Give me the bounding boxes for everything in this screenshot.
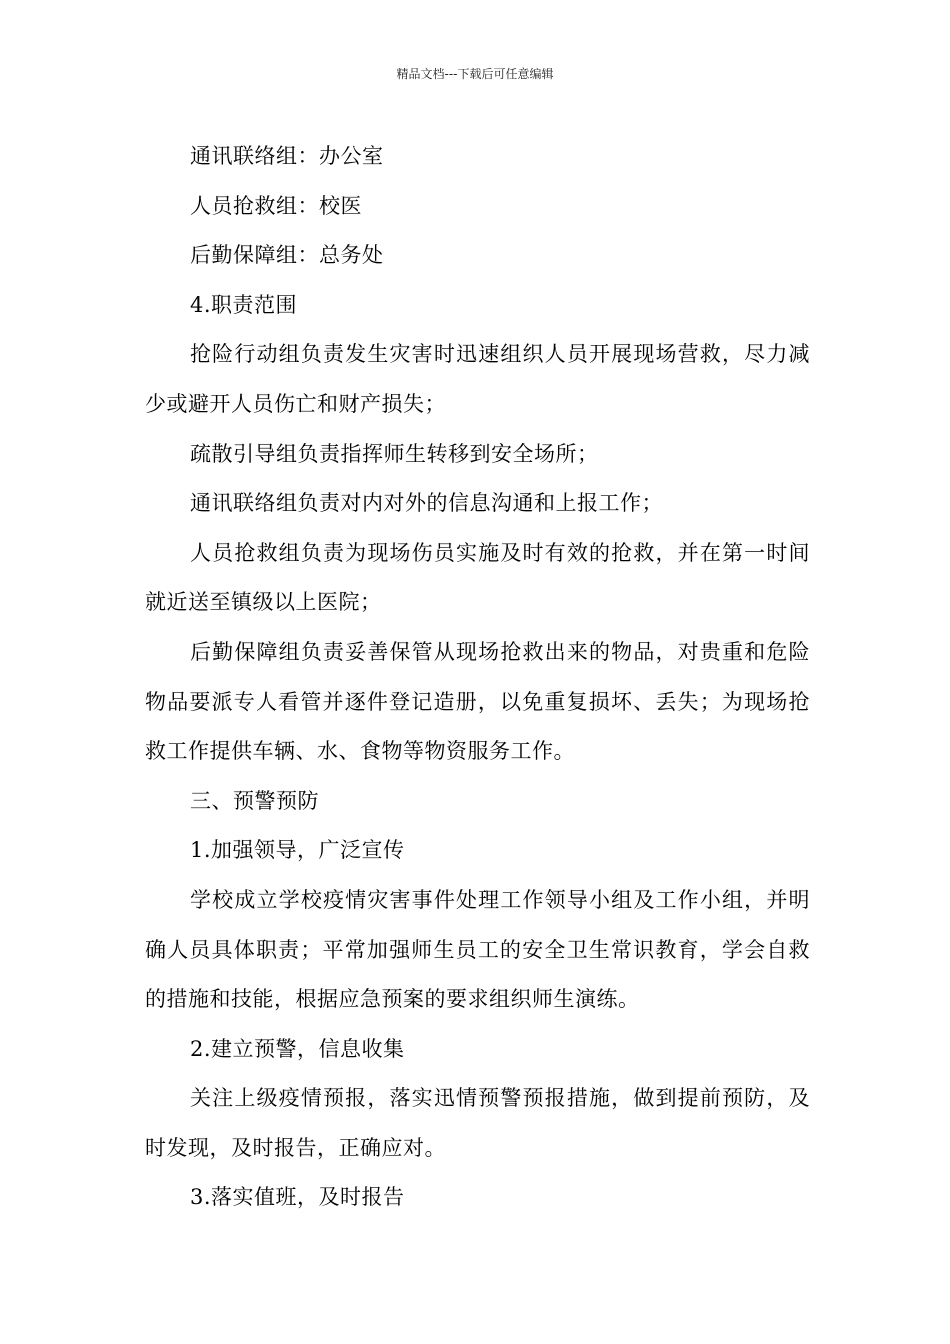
paragraph: 人员抢救组负责为现场伤员实施及时有效的抢救，并在第一时间就近送至镇级以上医院； [145,540,810,615]
document-body [145,132,810,1223]
section-heading: 三、预警预防 [190,788,319,813]
subsection-heading: 2.建立预警，信息收集 [190,1036,405,1061]
paragraph: 关注上级疫情预报，落实迅情预警预报措施，做到提前预防，及时发现，及时报告，正确应对。 [145,1086,810,1160]
section-heading: 4.职责范围 [190,292,298,317]
paragraph: 后勤保障组：总务处 [190,243,384,268]
paragraph: 人员抢救组：校医 [190,193,362,218]
paragraph: 抢险行动组负责发生灾害时迅速组织人员开展现场营救，尽力减少或避开人员伤亡和财产损失； [145,342,810,416]
paragraph: 通讯联络组：办公室 [190,144,384,168]
paragraph: 通讯联络组负责对内对外的信息沟通和上报工作； [190,491,663,516]
paragraph: 疏散引导组负责指挥师生转移到安全场所； [190,441,599,466]
page-header: 精品文档---下载后可任意编辑 [396,67,554,81]
paragraph: 学校成立学校疫情灾害事件处理工作领导小组及工作小组，并明确人员具体职责；平常加强师生员工的安全卫生常识教育，学会自救的措施和技能，根据应急预案的要求组织师生演练。 [145,887,810,1012]
paragraph: 后勤保障组负责妥善保管从现场抢救出来的物品，对贵重和危险物品要派专人看管并逐件登记造册，以免重复损坏、丢失；为现场抢救工作提供车辆、水、食物等物资服务工作。 [145,639,810,764]
subsection-heading: 1.加强领导，广泛宣传 [190,838,405,863]
subsection-heading: 3.落实值班，及时报告 [190,1185,405,1210]
